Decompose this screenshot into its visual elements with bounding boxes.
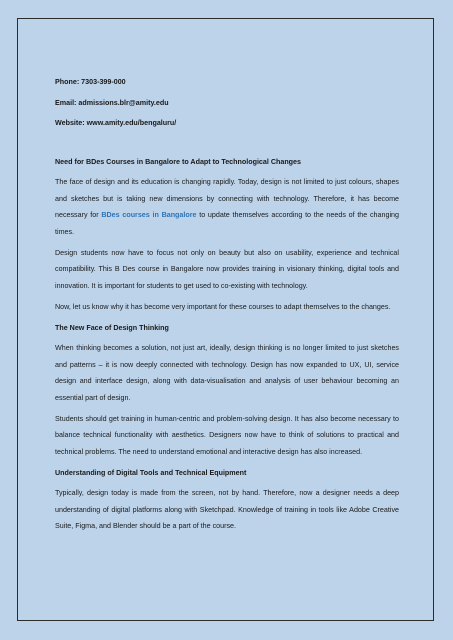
contact-email[interactable]: Email: admissions.blr@amity.edu — [55, 98, 169, 107]
section-heading-bdes-need: Need for BDes Courses in Bangalore to Adapt to Technological Changes — [55, 157, 301, 166]
document-body — [55, 74, 399, 539]
contact-phone: Phone: 7303-399-000 — [55, 78, 126, 86]
paragraph-text: The face of design and its education is changing rapidly. Today, design is not limited to just colours, shapes and sketches but is taking new dimensions by connecting with technology. Therefore, it has become necessary for — [55, 178, 399, 219]
contact-website[interactable]: Website: www.amity.edu/bengaluru/ — [55, 119, 177, 127]
bdes-courses-link[interactable]: BDes courses in Bangalore — [101, 211, 197, 219]
paragraph: Design students now have to focus not only on beauty but also on usability, experience and technical compatibility. This B Des course in Bangalore now provides training in visionary thinking, digital tools and innovation. It is important for students to get used to co-existing with technology. — [55, 248, 399, 290]
paragraph — [55, 174, 399, 240]
paragraph: Typically, design today is made from the screen, not by hand. Therefore, now a designer needs a deep understanding of digital platforms along with Sketchpad. Knowledge of training in tools like Adobe Creative Suite, Figma, and Blender should be a part of the course. — [55, 489, 399, 530]
paragraph: When thinking becomes a solution, not just art, ideally, design thinking is no longer limited to just sketches and patterns – it is now deeply connected with technology. Design has now expanded to UX, UI, service design and interface design, along with data-visualisation and analysis of user behaviour becoming an essential part of design. — [55, 344, 399, 402]
paragraph: Students should get training in human-centric and problem-solving design. It has also become necessary to balance technical functionality with aesthetics. Designers now have to think of solutions to practical and technical problems. The need to understand emotional and interactive design has also increased. — [55, 414, 399, 456]
paragraph: Now, let us know why it has become very important for these courses to adapt themselves to the changes. — [55, 302, 391, 311]
paragraph-text: to update themselves according to the needs of the changing times. — [55, 211, 399, 236]
section-heading-design-thinking: The New Face of Design Thinking — [55, 323, 169, 332]
section-heading-digital-tools: Understanding of Digital Tools and Technical Equipment — [55, 468, 247, 477]
